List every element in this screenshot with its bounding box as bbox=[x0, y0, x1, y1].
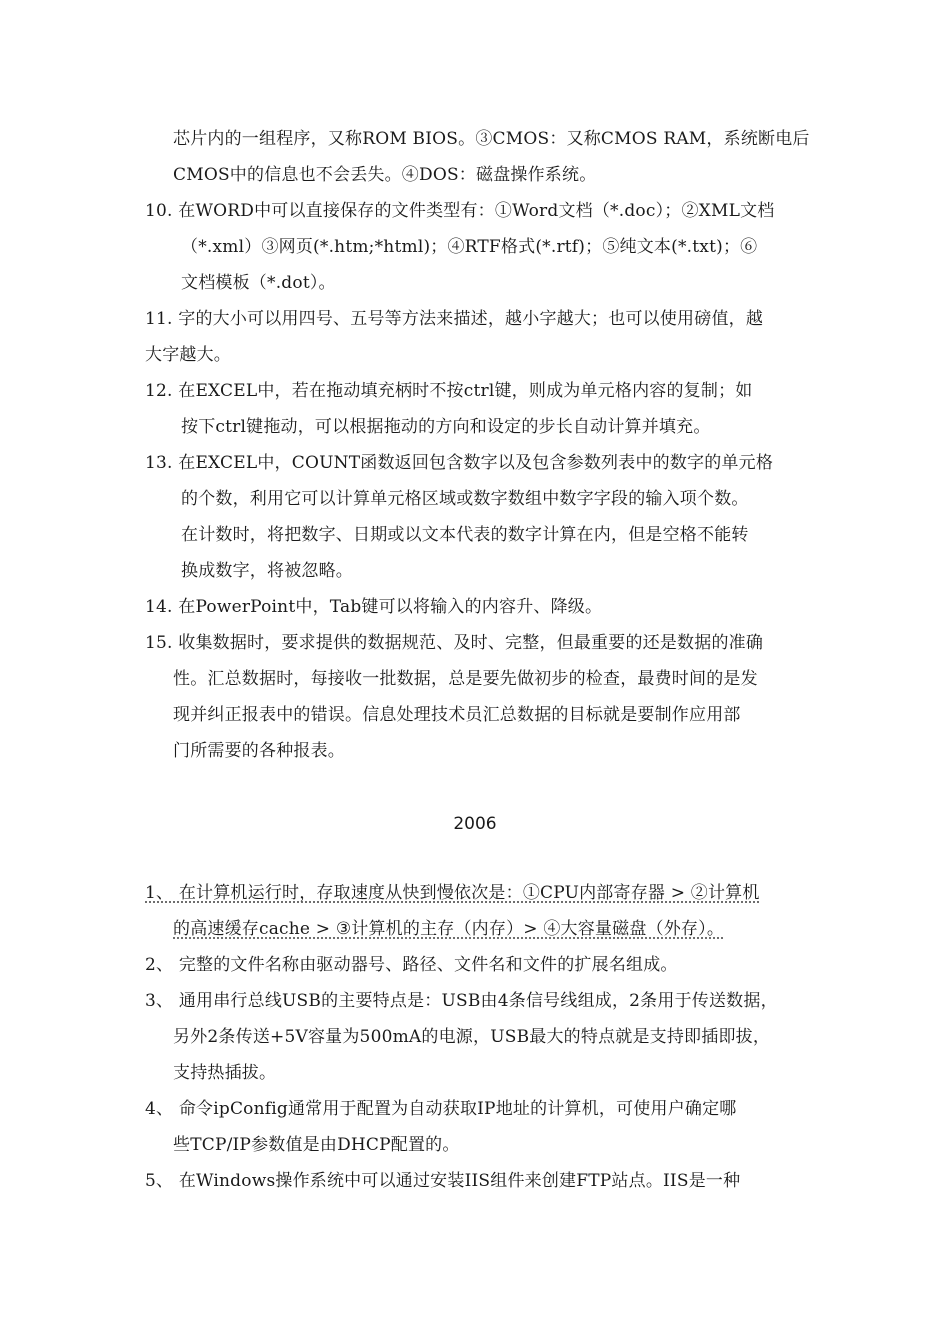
list-item-11: 11. 字的大小可以用四号、五号等方法来描述，越小字越大；也可以使用磅值，越 bbox=[145, 309, 764, 329]
list-item-14: 14. 在PowerPoint中，Tab键可以将输入的内容升、降级。 bbox=[145, 597, 603, 617]
text-line: 的个数，利用它可以计算单元格区域或数字数组中数字字段的输入项个数。 bbox=[181, 489, 749, 509]
text-line: 换成数字，将被忽略。 bbox=[181, 561, 353, 581]
text-line: 性。汇总数据时，每接收一批数据，总是要先做初步的检查，最费时间的是发 bbox=[173, 669, 758, 689]
text-line: 的高速缓存cache > ③计算机的主存（内存）> ④大容量磁盘（外存）。 bbox=[173, 919, 725, 939]
list-item-2: 2、 完整的文件名称由驱动器号、路径、文件名和文件的扩展名组成。 bbox=[145, 955, 678, 975]
text-line: 门所需要的各种报表。 bbox=[173, 741, 345, 761]
text-line: 按下ctrl键拖动，可以根据拖动的方向和设定的步长自动计算并填充。 bbox=[181, 417, 711, 437]
list-item-10: 10. 在WORD中可以直接保存的文件类型有：①Word文档（*.doc）；②XML文档 bbox=[145, 201, 775, 221]
list-item-4: 4、 命令ipConfig通常用于配置为自动获取IP地址的计算机，可使用户确定哪 bbox=[145, 1099, 737, 1119]
text-line: 现并纠正报表中的错误。信息处理技术员汇总数据的目标就是要制作应用部 bbox=[173, 705, 741, 725]
text-line: CMOS中的信息也不会丢失。④DOS：磁盘操作系统。 bbox=[173, 165, 597, 185]
list-item-12: 12. 在EXCEL中，若在拖动填充柄时不按ctrl键，则成为单元格内容的复制；如 bbox=[145, 381, 753, 401]
list-item-3: 3、 通用串行总线USB的主要特点是：USB由4条信号线组成，2条用于传送数据， bbox=[145, 991, 778, 1011]
text-line: 在计数时，将把数字、日期或以文本代表的数字计算在内，但是空格不能转 bbox=[181, 525, 749, 545]
text-line: 支持热插拔。 bbox=[173, 1063, 277, 1083]
list-item-1: 1、 在计算机运行时，存取速度从快到慢依次是：①CPU内部寄存器 > ②计算机 bbox=[145, 883, 760, 903]
list-item-15: 15. 收集数据时，要求提供的数据规范、及时、完整，但最重要的还是数据的准确 bbox=[145, 633, 764, 653]
text-line: 文档模板（*.dot）。 bbox=[181, 273, 336, 293]
text-line: 大字越大。 bbox=[145, 345, 231, 365]
text-line: （*.xml）③网页(*.htm;*html)；④RTF格式(*.rtf)；⑤纯文本(*.txt)；⑥ bbox=[181, 237, 758, 257]
list-item-13: 13. 在EXCEL中，COUNT函数返回包含数字以及包含参数列表中的数字的单元格 bbox=[145, 453, 774, 473]
list-item-5: 5、 在Windows操作系统中可以通过安装IIS组件来创建FTP站点。IIS是一种 bbox=[145, 1171, 741, 1191]
text-line: 另外2条传送+5V容量为500mA的电源，USB最大的特点就是支持即插即拔， bbox=[173, 1027, 771, 1047]
year-heading: 2006 bbox=[453, 814, 497, 834]
text-line: 芯片内的一组程序，又称ROM BIOS。③CMOS：又称CMOS RAM，系统断电后 bbox=[173, 129, 810, 149]
text-line: 些TCP/IP参数值是由DHCP配置的。 bbox=[173, 1135, 460, 1155]
